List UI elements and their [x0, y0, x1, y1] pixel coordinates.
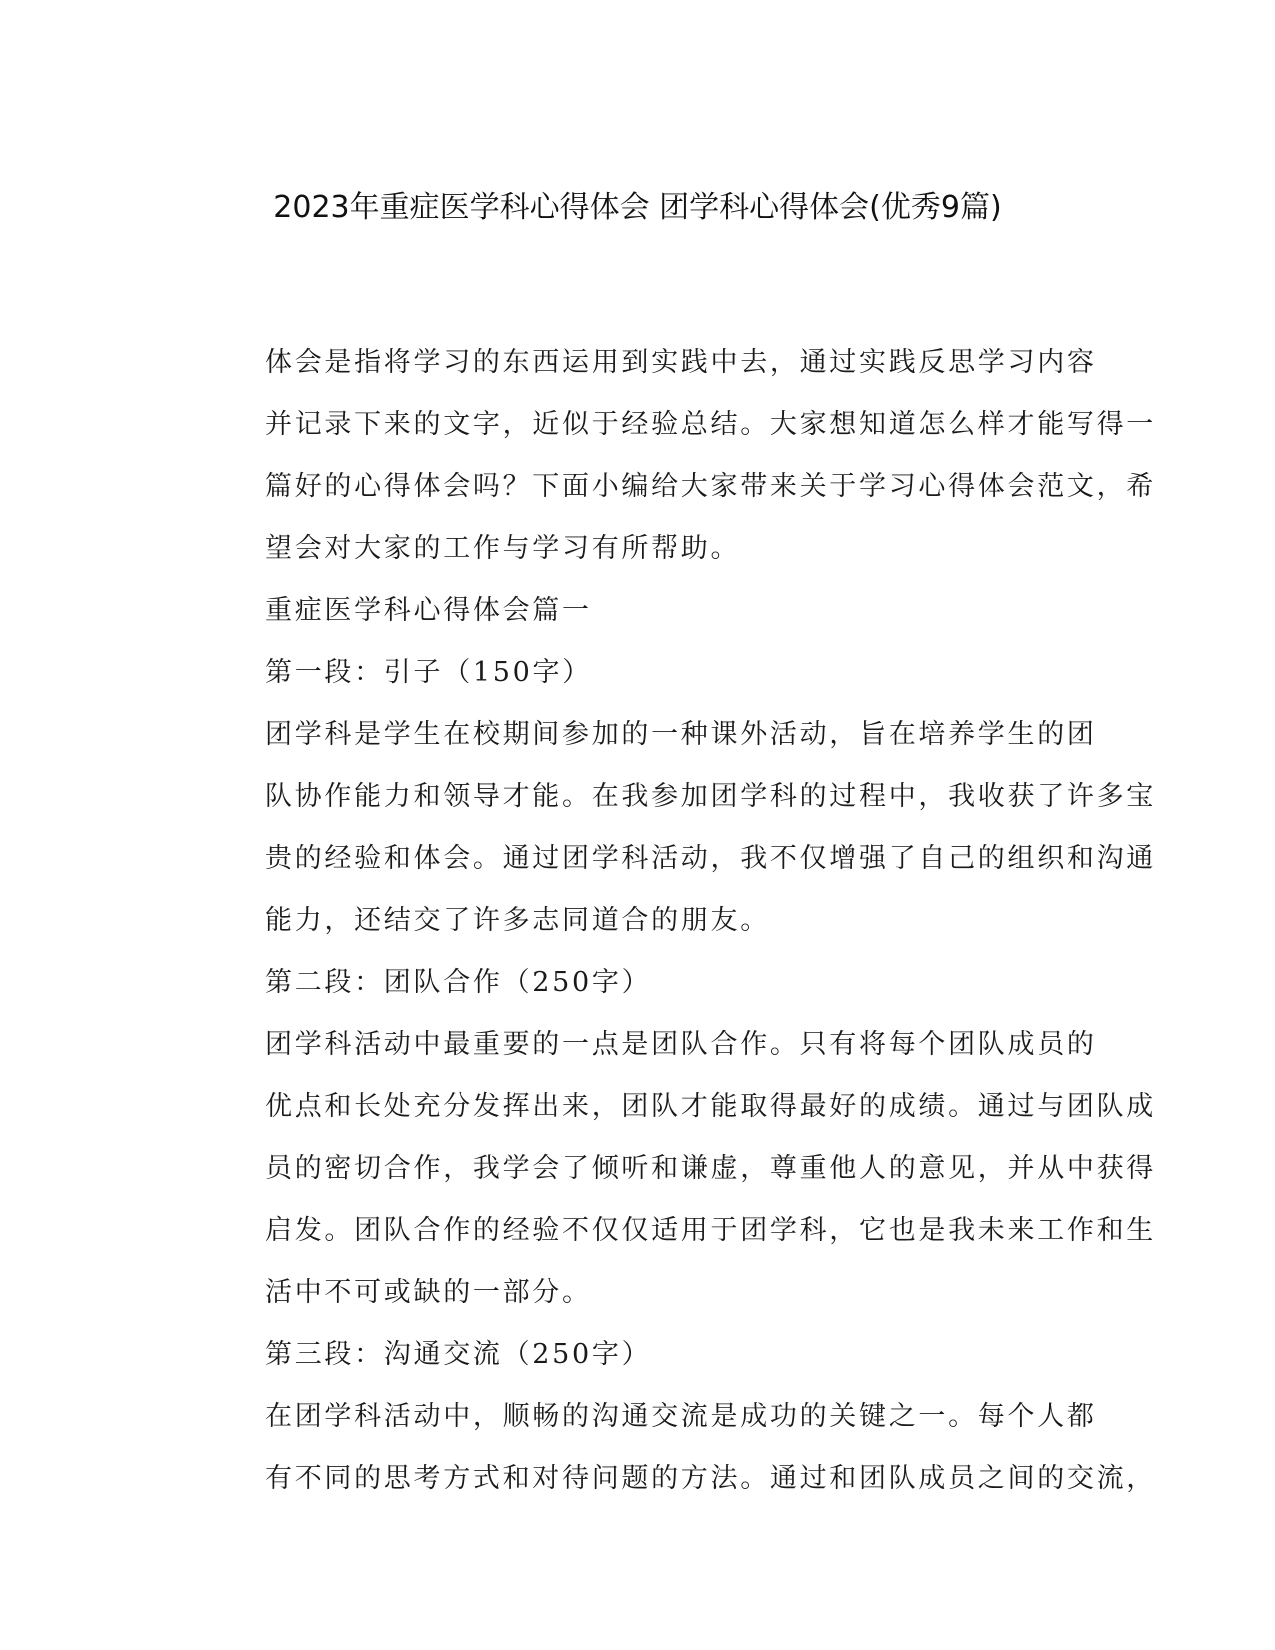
text-line: 能力，还结交了许多志同道合的朋友。 [265, 905, 770, 936]
text-line: 并记录下来的文字，近似于经验总结。大家想知道怎么样才能写得一 [265, 409, 1156, 440]
text-line: 员的密切合作，我学会了倾听和谦虚，尊重他人的意见，并从中获得 [265, 1153, 1156, 1184]
text-line: 队协作能力和领导才能。在我参加团学科的过程中，我收获了许多宝 [265, 781, 1156, 812]
paragraph-section-1-heading [190, 642, 1090, 704]
paragraph-section-3-body [190, 1386, 1156, 1510]
document-title: 2023年重症医学科心得体会 团学科心得体会(优秀9篇) [273, 190, 1002, 225]
text-line: 篇好的心得体会吗？下面小编给大家带来关于学习心得体会范文，希 [265, 471, 1156, 502]
text-line: 团学科是学生在校期间参加的一种课外活动，旨在培养学生的团 [265, 719, 1097, 750]
paragraph-article-heading [190, 580, 1090, 642]
paragraph-section-1-body [190, 704, 1156, 952]
text-line: 启发。团队合作的经验不仅仅适用于团学科，它也是我未来工作和生 [265, 1215, 1156, 1246]
text-line: 在团学科活动中，顺畅的沟通交流是成功的关键之一。每个人都 [265, 1401, 1097, 1432]
text-line: 第二段：团队合作（250字） [265, 967, 652, 998]
paragraph-section-2-body [190, 1014, 1156, 1324]
text-line: 第三段：沟通交流（250字） [265, 1339, 652, 1370]
text-line: 体会是指将学习的东西运用到实践中去，通过实践反思学习内容 [265, 347, 1097, 378]
text-line: 第一段：引子（150字） [265, 657, 592, 688]
document-body [190, 332, 1156, 1510]
text-line: 团学科活动中最重要的一点是团队合作。只有将每个团队成员的 [265, 1029, 1097, 1060]
text-line: 贵的经验和体会。通过团学科活动，我不仅增强了自己的组织和沟通 [265, 843, 1156, 874]
text-line: 望会对大家的工作与学习有所帮助。 [265, 533, 741, 564]
text-line: 优点和长处充分发挥出来，团队才能取得最好的成绩。通过与团队成 [265, 1091, 1156, 1122]
paragraph-intro [190, 332, 1156, 580]
text-line: 重症医学科心得体会篇一 [265, 595, 592, 626]
text-line: 活中不可或缺的一部分。 [265, 1277, 592, 1308]
text-line: 有不同的思考方式和对待问题的方法。通过和团队成员之间的交流， [265, 1463, 1156, 1494]
paragraph-section-2-heading [190, 952, 1090, 1014]
paragraph-section-3-heading [190, 1324, 1090, 1386]
